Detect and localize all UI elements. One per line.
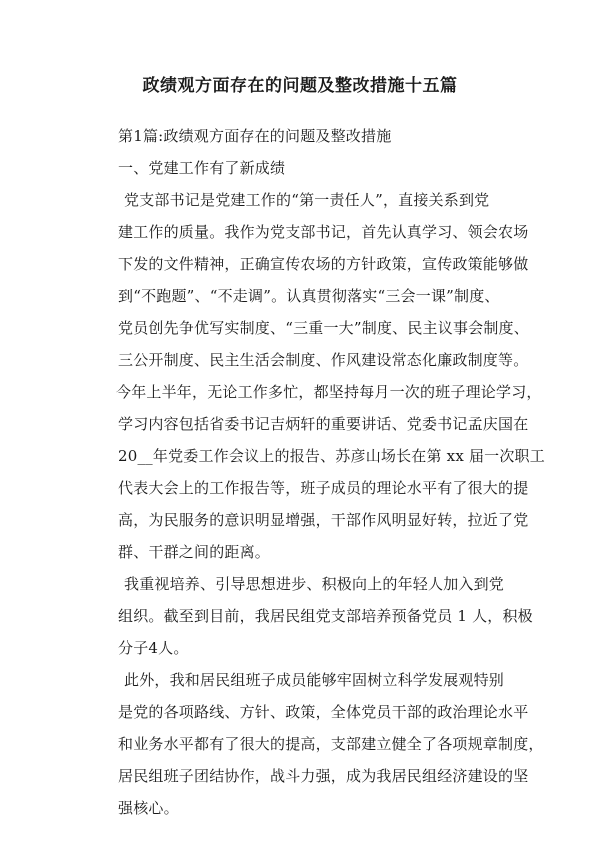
document-body	[116, 120, 545, 824]
paragraph-line: 群、干群之间的距离。	[118, 543, 271, 561]
paragraph-line: 学习内容包括省委书记吉炳轩的重要讲话、党委书记孟庆国在	[118, 415, 529, 433]
paragraph-line: 三公开制度、民主生活会制度、作风建设常态化廉政制度等。	[118, 351, 529, 369]
paragraph-line: 下发的文件精神，正确宣传农场的方针政策，宣传政策能够做	[118, 255, 529, 273]
paragraph-line: 今年上半年，无论工作多忙，都坚持每月一次的班子理论学习，	[116, 383, 542, 401]
paragraph-line: 此外，我和居民组班子成员能够牢固树立科学发展观特别	[124, 671, 505, 689]
paragraph-line: 居民组班子团结协作，战斗力强，成为我居民组经济建设的坚	[118, 767, 529, 785]
paragraph-line: 20__年党委工作会议上的报告、苏彦山场长在第 xx 届一次职工	[118, 447, 545, 465]
paragraph-line: 到“不跑题”、“不走调”。认真贯彻落实“三会一课”制度、	[118, 287, 500, 305]
paragraph-line: 党员创先争优写实制度、“三重一大”制度、民主议事会制度、	[118, 319, 529, 337]
document-title: 政绩观方面存在的问题及整改措施十五篇	[142, 76, 458, 96]
paragraph-line: 高，为民服务的意识明显增强，干部作风明显好转，拉近了党	[118, 511, 529, 529]
paragraph-line: 和业务水平都有了很大的提高，支部建立健全了各项规章制度，	[118, 735, 544, 753]
paragraph-line: 我重视培养、引导思想进步、积极向上的年轻人加入到党	[124, 575, 505, 593]
paragraph-line: 代表大会上的工作报告等，班子成员的理论水平有了很大的提	[118, 479, 529, 497]
paragraph-line: 建工作的质量。我作为党支部书记，首先认真学习、领会农场	[118, 223, 529, 241]
subsection-heading: 一、党建工作有了新成绩	[118, 159, 286, 177]
paragraph-line: 党支部书记是党建工作的“第一责任人”，直接关系到党	[124, 191, 490, 209]
section-heading: 第1篇:政绩观方面存在的问题及整改措施	[118, 127, 392, 145]
paragraph-line: 是党的各项路线、方针、政策，全体党员干部的政治理论水平	[118, 703, 529, 721]
paragraph-line: 强核心。	[118, 799, 179, 817]
paragraph-line: 组织。截至到目前，我居民组党支部培养预备党员 1 人，积极	[118, 607, 533, 625]
paragraph-line: 分子4人。	[118, 639, 189, 657]
